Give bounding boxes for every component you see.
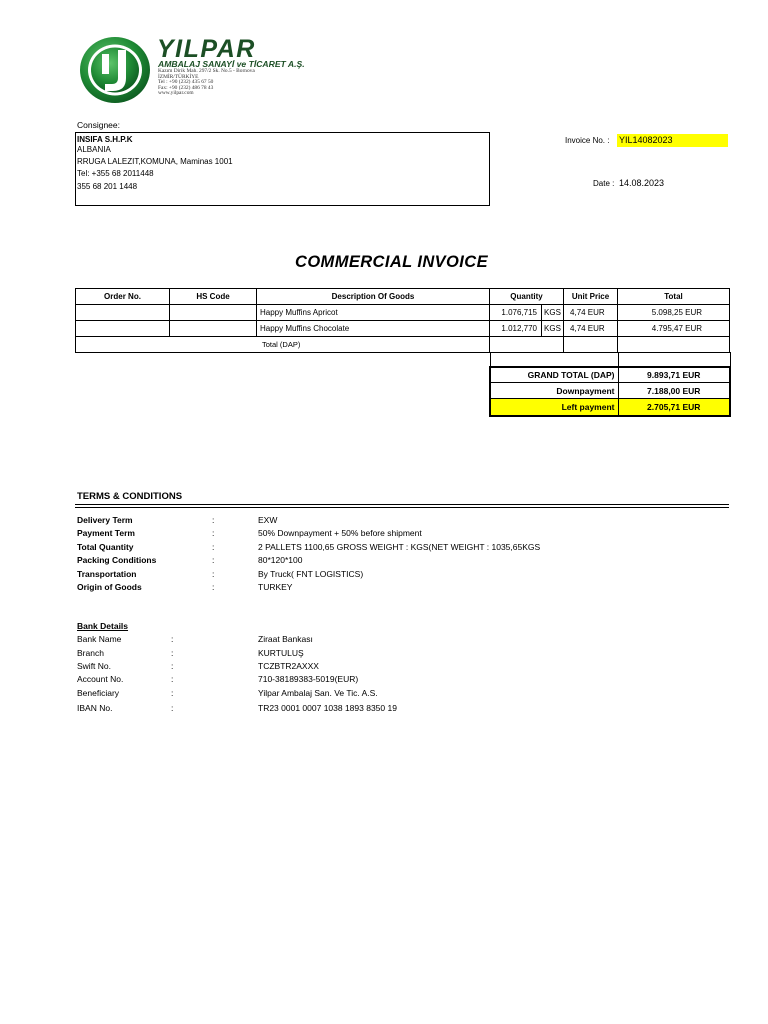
downpayment-value: 7.188,00 EUR [618, 383, 730, 399]
cell-total: 4.795,47 EUR [618, 321, 730, 337]
bank-value: Ziraat Bankası [258, 634, 313, 644]
header-description: Description Of Goods [257, 289, 490, 305]
bank-value: 710-38189383-5019(EUR) [258, 674, 359, 684]
grand-total-value: 9.893,71 EUR [618, 367, 730, 383]
company-logo-icon [78, 36, 152, 104]
bank-row-swift [0, 661, 768, 672]
terms-row-payment [0, 528, 768, 539]
bank-label: Swift No. [77, 661, 112, 671]
terms-row-packing [0, 555, 768, 566]
bank-value: TCZBTR2AXXX [258, 661, 319, 671]
terms-separator: : [212, 569, 215, 579]
table-row [76, 305, 730, 321]
invoice-number-highlight [617, 134, 728, 147]
company-address-line: Fax: +90 (232) 486 78 43 [158, 84, 214, 91]
terms-separator: : [212, 515, 215, 525]
terms-value: 50% Downpayment + 50% before shipment [258, 528, 422, 538]
bank-details-title: Bank Details [77, 621, 129, 631]
total-dap-label: Total (DAP) [76, 337, 490, 353]
header-unit-price: Unit Price [564, 289, 618, 305]
bank-separator: : [171, 661, 174, 671]
bank-value: Yilpar Ambalaj San. Ve Tic. A.S. [258, 688, 378, 698]
left-payment-row [490, 399, 730, 416]
cell-description: Happy Muffins Apricot [257, 305, 490, 321]
cell-order-no [76, 321, 170, 337]
terms-separator: : [212, 528, 215, 538]
bank-value: KURTULUŞ [258, 648, 304, 658]
company-address-line: Tel : +90 (232) 435 67 50 [158, 79, 214, 86]
bank-label: Branch [77, 648, 104, 658]
grand-total-row [490, 367, 730, 383]
invoice-date: 14.08.2023 [619, 178, 665, 188]
cell-unit-price: 4,74 EUR [564, 321, 618, 337]
downpayment-row [490, 383, 730, 399]
cell-quantity: 1.012,770 [490, 321, 542, 337]
summary-spacer-row [490, 353, 730, 367]
company-address [158, 69, 255, 97]
consignee-country: ALBANIA [77, 145, 111, 154]
terms-separator: : [212, 582, 215, 592]
bank-label: Bank Name [77, 634, 122, 644]
terms-label: Origin of Goods [77, 582, 142, 592]
cell-unit: KGS [542, 321, 564, 337]
bank-row-name [0, 634, 768, 645]
consignee-box [75, 132, 490, 206]
consignee-phone-alt: 355 68 201 1448 [77, 182, 138, 191]
summary-spacer-cell [490, 353, 618, 367]
terms-value: By Truck( FNT LOGISTICS) [258, 569, 364, 579]
cell-order-no [76, 305, 170, 321]
terms-label: Delivery Term [77, 515, 133, 525]
header-order-no: Order No. [76, 289, 170, 305]
bank-label: Beneficiary [77, 688, 120, 698]
cell-hs-code [170, 321, 257, 337]
summary-spacer-cell [618, 353, 730, 367]
grand-total-label: GRAND TOTAL (DAP) [490, 367, 618, 383]
bank-separator: : [171, 688, 174, 698]
invoice-number: YIL14082023 [619, 135, 673, 145]
cell-unit: KGS [542, 305, 564, 321]
table-header-row [76, 289, 730, 305]
consignee-address: RRUGA LALEZIT,KOMUNA, Maminas 1001 [77, 157, 233, 166]
bank-separator: : [171, 674, 174, 684]
terms-row-quantity [0, 542, 768, 553]
bank-row-iban [0, 703, 768, 714]
bank-separator: : [171, 648, 174, 658]
date-label: Date : [593, 179, 615, 188]
company-subtitle: AMBALAJ SANAYİ ve TİCARET A.Ş. [158, 59, 305, 69]
table-row [76, 321, 730, 337]
bank-label: Account No. [77, 674, 124, 684]
consignee-phone: Tel: +355 68 2011448 [77, 169, 154, 178]
left-payment-value: 2.705,71 EUR [618, 399, 730, 416]
summary-table [489, 352, 731, 417]
cell-total: 5.098,25 EUR [618, 305, 730, 321]
invoice-number-label: Invoice No. : [565, 136, 610, 145]
header-hs-code: HS Code [170, 289, 257, 305]
terms-value: 80*120*100 [258, 555, 303, 565]
terms-label: Payment Term [77, 528, 135, 538]
bank-separator: : [171, 703, 174, 713]
bank-row-beneficiary [0, 688, 768, 699]
bank-value: TR23 0001 0007 1038 1893 8350 19 [258, 703, 397, 713]
left-payment-label: Left payment [490, 399, 618, 416]
bank-label: IBAN No. [77, 703, 113, 713]
terms-value: 2 PALLETS 1100,65 GROSS WEIGHT : KGS(NET WEIGHT : 1035,65KGS [258, 542, 541, 552]
terms-separator: : [212, 542, 215, 552]
bank-row-account [0, 674, 768, 685]
total-quantity-cell [490, 337, 564, 353]
terms-separator: : [212, 555, 215, 565]
downpayment-label: Downpayment [490, 383, 618, 399]
terms-row-origin [0, 582, 768, 593]
company-address-line: İZMİR/TÜRKİYE [158, 73, 199, 80]
items-table [75, 288, 730, 353]
company-address-line: Kazım Dirik Mah. 297/2 Sk. No.5 - Bornova [158, 68, 255, 74]
total-amount-cell [618, 337, 730, 353]
cell-quantity: 1.076,715 [490, 305, 542, 321]
company-name: YILPAR [157, 35, 256, 63]
consignee-label: Consignee: [77, 120, 121, 130]
terms-value: EXW [258, 515, 278, 525]
terms-title: TERMS & CONDITIONS [77, 491, 183, 502]
terms-label: Packing Conditions [77, 555, 157, 565]
terms-row-transportation [0, 569, 768, 580]
terms-divider [75, 504, 729, 505]
consignee-company: INSIFA S.H.P.K [77, 135, 133, 144]
terms-divider [75, 507, 729, 508]
bank-row-branch [0, 648, 768, 659]
company-address-line: www.yilpar.com [158, 90, 194, 97]
table-total-row [76, 337, 730, 353]
header-total: Total [618, 289, 730, 305]
cell-description: Happy Muffins Chocolate [257, 321, 490, 337]
cell-unit-price: 4,74 EUR [564, 305, 618, 321]
bank-separator: : [171, 634, 174, 644]
header-quantity: Quantity [490, 289, 564, 305]
terms-label: Transportation [77, 569, 137, 579]
document-title: COMMERCIAL INVOICE [295, 253, 488, 271]
cell-hs-code [170, 305, 257, 321]
terms-label: Total Quantity [77, 542, 134, 552]
terms-value: TURKEY [258, 582, 293, 592]
terms-row-delivery [0, 515, 768, 526]
total-unit-price-cell [564, 337, 618, 353]
